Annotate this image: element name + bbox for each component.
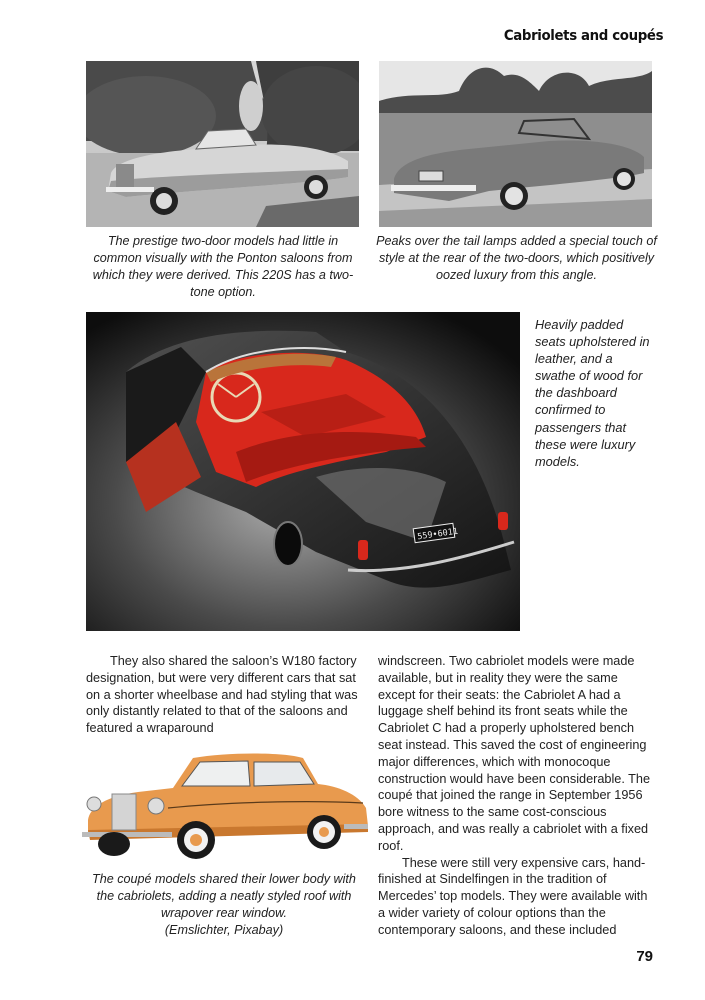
interior-cabriolet-image	[86, 312, 520, 631]
running-head: Cabriolets and coupés	[503, 28, 663, 44]
photo-front-cabriolet	[86, 61, 359, 227]
page-number: 79	[636, 948, 653, 965]
photo-orange-coupe	[78, 748, 370, 866]
caption-front-cabriolet: The prestige two-door models had little in common visually with the Ponton saloons from which they were derived. This 220S has a two-tone option.	[92, 234, 354, 299]
caption-text: The coupé models shared their lower body with the cabriolets, adding a neatly styled roof with wrapover rear window.	[92, 872, 356, 920]
body-paragraph: They also shared the saloon’s W180 factory designation, but were very different cars that sat on a shorter wheelbase and had styling that was only distantly related to that of the saloons and featured a wraparound	[86, 654, 358, 736]
photo-rear-cabriolet	[379, 61, 652, 227]
body-paragraph: windscreen. Two cabriolet models were made available, but in reality they were the same except for their seats: the Cabriolet A had a luggage shelf behind its front seats while the Cabriolet C had a properly upholstered bench seat instead. This saved the cost of engineering major differences, which with monocoque construction would have been considerable. The coupé that joined the range in September 1956 bore witness to the same cost-conscious approach, and was really a cabriolet with a fixed roof.	[378, 654, 651, 853]
front-cabriolet-image	[86, 61, 359, 227]
photo-interior-cabriolet	[86, 312, 520, 631]
body-paragraph: These were still very expensive cars, hand-finished at Sindelfingen in the tradition of Mercedes’ top models. They were available with a wider variety of colour options than the contemporary saloons, and these included	[378, 855, 648, 937]
body-column-left	[86, 653, 368, 737]
photo-credit: (Emslichter, Pixabay)	[164, 922, 284, 937]
caption-interior-cabriolet: Heavily padded seats upholstered in leather, and a swathe of wood for the dashboard confirmed to passengers that these were luxury models.	[535, 317, 650, 469]
caption-rear-cabriolet: Peaks over the tail lamps added a special touch of style at the rear of the two-doors, which positively oozed luxury from this angle.	[376, 234, 657, 282]
orange-coupe-image	[78, 748, 370, 866]
svg-text:559•6011: 559•6011	[416, 526, 459, 543]
caption-orange-coupe	[82, 871, 366, 939]
rear-cabriolet-image	[379, 61, 652, 227]
body-column-right	[378, 653, 654, 939]
